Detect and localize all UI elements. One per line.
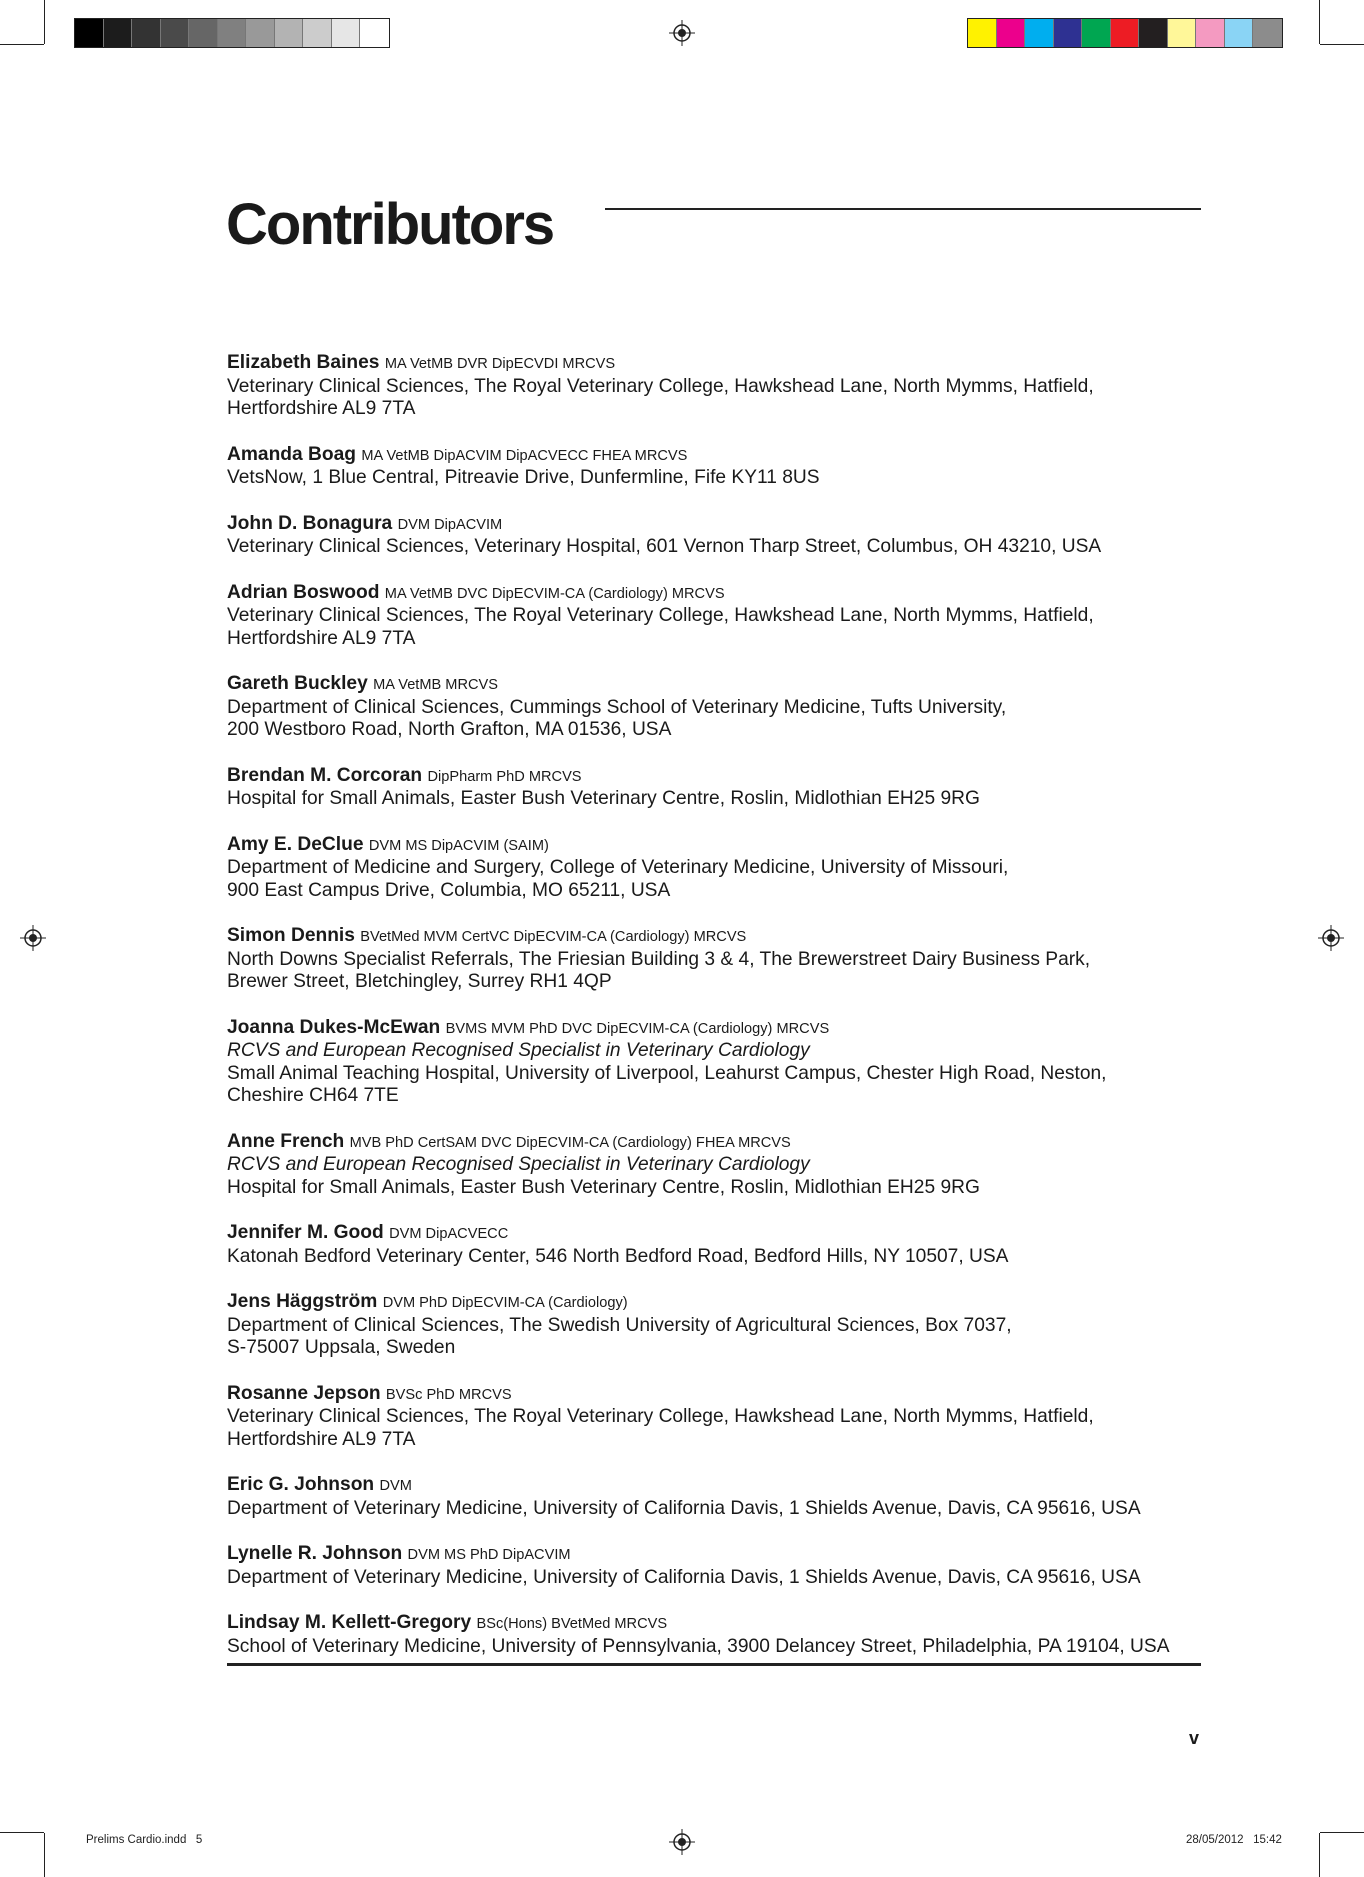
contributor-address-line: Veterinary Clinical Sciences, The Royal Veterinary College, Hawkshead Lane, North Mymms, Hatfield,	[227, 1406, 1094, 1427]
contributor-name: Simon Dennis	[227, 925, 355, 946]
contributor-heading	[227, 673, 1207, 697]
color-swatch	[1111, 19, 1140, 47]
contributor-address-line: North Downs Specialist Referrals, The Friesian Building 3 & 4, The Brewerstreet Dairy Business Park,	[227, 948, 1091, 970]
contributor-address-line: Veterinary Clinical Sciences, Veterinary Hospital, 601 Vernon Tharp Street, Columbus, OH 43210, USA	[227, 536, 1102, 557]
color-swatch	[189, 19, 218, 47]
contributor-entry	[227, 673, 1207, 742]
color-swatch	[303, 19, 332, 47]
contributor-entry	[227, 1222, 1207, 1268]
contributor-qualifications: MA VetMB DipACVIM DipACVECC FHEA MRCVS	[361, 447, 688, 464]
color-swatch	[275, 19, 304, 47]
color-swatch	[132, 19, 161, 47]
contributor-entry	[227, 444, 1207, 490]
contributor-name: Amy E. DeClue	[227, 833, 364, 855]
contributor-name: John D. Bonagura	[227, 512, 393, 534]
contributor-heading	[227, 1222, 1207, 1246]
contributor-address-line: Katonah Bedford Veterinary Center, 546 North Bedford Road, Bedford Hills, NY 10507, USA	[227, 1245, 1009, 1267]
contributor-address-line: Brewer Street, Bletchingley, Surrey RH1 4QP	[227, 971, 612, 992]
contributor-entry	[227, 1383, 1207, 1452]
registration-mark-top-icon	[669, 20, 695, 46]
contributor-address-line: Department of Clinical Sciences, The Swedish University of Agricultural Sciences, Box 7037,	[227, 1314, 1012, 1336]
contributor-name: Lynelle R. Johnson	[227, 1543, 403, 1564]
contributor-address-line: Small Animal Teaching Hospital, University of Liverpool, Leahurst Campus, Chester High Road, Neston,	[227, 1062, 1107, 1084]
color-swatch	[1139, 19, 1168, 47]
crop-mark	[1319, 0, 1320, 44]
contributor-entry	[227, 765, 1207, 811]
slug-date-time: 28/05/2012 15:42	[1186, 1834, 1282, 1846]
crop-mark	[0, 1832, 44, 1833]
contributor-address-line: Hertfordshire AL9 7TA	[227, 1428, 416, 1450]
registration-mark-left-icon	[20, 925, 46, 951]
contributor-qualifications: MA VetMB DVC DipECVIM-CA (Cardiology) MRCVS	[384, 585, 725, 602]
contributor-address-line: Veterinary Clinical Sciences, The Royal Veterinary College, Hawkshead Lane, North Mymms, Hatfield,	[227, 375, 1094, 397]
contributor-entry	[227, 582, 1207, 651]
contributor-address-line: Hospital for Small Animals, Easter Bush Veterinary Centre, Roslin, Midlothian EH25 9RG	[227, 1176, 980, 1198]
color-swatch	[1082, 19, 1111, 47]
contributor-entry	[227, 1543, 1207, 1589]
contributor-address-line: Cheshire CH64 7TE	[227, 1085, 399, 1106]
slug-file-info: Prelims Cardio.indd 5	[86, 1834, 203, 1846]
contributor-address-line: School of Veterinary Medicine, University of Pennsylvania, 3900 Delancey Street, Philadelphia, PA 19104, USA	[227, 1635, 1170, 1657]
contributor-entry	[227, 1612, 1207, 1658]
page-title: Contributors	[226, 192, 554, 257]
color-swatch	[332, 19, 361, 47]
contributor-name: Amanda Boag	[227, 443, 357, 465]
contributor-heading	[227, 925, 1207, 949]
contributor-entry	[227, 925, 1207, 994]
contributor-qualifications: DVM PhD DipECVIM-CA (Cardiology)	[382, 1295, 628, 1311]
contributor-address-line: Veterinary Clinical Sciences, The Royal Veterinary College, Hawkshead Lane, North Mymms, Hatfield,	[227, 605, 1094, 626]
grey-calibration-bar	[74, 18, 390, 48]
contributor-entry	[227, 513, 1207, 559]
contributor-address-line: Department of Clinical Sciences, Cummings School of Veterinary Medicine, Tufts University,	[227, 696, 1007, 718]
contributor-heading	[227, 1474, 1207, 1498]
contributor-heading	[227, 834, 1207, 858]
contributor-heading	[227, 765, 1207, 789]
contributor-entry	[227, 834, 1207, 903]
title-rule	[605, 208, 1201, 210]
color-swatch	[1025, 19, 1054, 47]
contributor-qualifications: BVMS MVM PhD DVC DipECVIM-CA (Cardiology) MRCVS	[445, 1020, 830, 1037]
contributor-entry	[227, 1017, 1207, 1108]
contributor-name: Brendan M. Corcoran	[227, 764, 423, 786]
registration-mark-bottom-icon	[669, 1829, 695, 1855]
contributor-qualifications: BVSc PhD MRCVS	[385, 1386, 512, 1403]
crop-mark	[44, 1833, 45, 1877]
contributor-name: Jennifer M. Good	[227, 1222, 384, 1243]
contributor-name: Joanna Dukes-McEwan	[227, 1016, 441, 1038]
contributor-address-line: Hertfordshire AL9 7TA	[227, 398, 416, 419]
contributor-name: Rosanne Jepson	[227, 1382, 381, 1404]
color-swatch	[968, 19, 997, 47]
contributor-qualifications: DipPharm PhD MRCVS	[427, 768, 582, 785]
crop-mark	[0, 44, 44, 45]
contributor-qualifications: DVM	[379, 1478, 412, 1494]
color-swatch	[360, 19, 389, 47]
contributor-name: Jens Häggström	[227, 1291, 378, 1312]
color-swatch	[104, 19, 133, 47]
contributor-address-line: 900 East Campus Drive, Columbia, MO 65211, USA	[227, 879, 671, 901]
color-swatch	[246, 19, 275, 47]
contributor-list	[227, 352, 1207, 1681]
contributor-address-line: Hospital for Small Animals, Easter Bush Veterinary Centre, Roslin, Midlothian EH25 9RG	[227, 788, 980, 809]
color-swatch	[1054, 19, 1083, 47]
contributor-qualifications: MA VetMB DVR DipECVDI MRCVS	[384, 356, 616, 372]
contributor-qualifications: DVM DipACVECC	[389, 1226, 509, 1242]
contributor-heading	[227, 1383, 1207, 1407]
contributor-heading	[227, 1017, 1207, 1041]
contributor-heading	[227, 1291, 1207, 1315]
contributor-name: Lindsay M. Kellett-Gregory	[227, 1612, 472, 1633]
contributor-address-line: Department of Veterinary Medicine, University of California Davis, 1 Shields Avenue, Davis, CA 95616, USA	[227, 1566, 1141, 1588]
contributor-heading	[227, 1612, 1207, 1636]
contributor-qualifications: BVetMed MVM CertVC DipECVIM-CA (Cardiology) MRCVS	[360, 929, 747, 945]
contributor-entry	[227, 1474, 1207, 1520]
contributor-qualifications: BSc(Hons) BVetMed MRCVS	[476, 1616, 668, 1632]
contributor-specialist-status: RCVS and European Recognised Specialist in Veterinary Cardiology	[227, 1154, 810, 1175]
contributor-qualifications: DVM MS PhD DipACVIM	[407, 1547, 571, 1563]
contributor-name: Eric G. Johnson	[227, 1474, 375, 1495]
contributor-qualifications: DVM DipACVIM	[397, 516, 503, 533]
crop-mark	[1319, 1833, 1320, 1877]
contributor-name: Elizabeth Baines	[227, 352, 380, 373]
contributor-heading	[227, 352, 1207, 376]
color-swatch	[161, 19, 190, 47]
color-swatch	[1196, 19, 1225, 47]
color-calibration-bar	[967, 18, 1283, 48]
contributor-heading	[227, 1131, 1207, 1155]
crop-mark	[1320, 44, 1364, 45]
contributor-address-line: Department of Veterinary Medicine, University of California Davis, 1 Shields Avenue, Davis, CA 95616, USA	[227, 1497, 1141, 1519]
contributor-heading	[227, 582, 1207, 606]
contributor-heading	[227, 1543, 1207, 1567]
contributor-name: Adrian Boswood	[227, 581, 380, 603]
contributor-entry	[227, 1131, 1207, 1200]
contributor-entry	[227, 352, 1207, 421]
contributor-address-line: S-75007 Uppsala, Sweden	[227, 1337, 456, 1358]
registration-mark-right-icon	[1318, 925, 1344, 951]
contributor-address-line: 200 Westboro Road, North Grafton, MA 01536, USA	[227, 719, 672, 740]
page-number: v	[1189, 1728, 1200, 1748]
contributor-address-line: Hertfordshire AL9 7TA	[227, 627, 416, 649]
color-swatch	[75, 19, 104, 47]
contributor-qualifications: DVM MS DipACVIM (SAIM)	[368, 837, 549, 854]
contributor-entry	[227, 1291, 1207, 1360]
contributor-name: Gareth Buckley	[227, 673, 368, 694]
contributor-heading	[227, 444, 1207, 468]
bottom-rule	[227, 1663, 1201, 1666]
crop-mark	[1320, 1832, 1364, 1833]
contributor-qualifications: MVB PhD CertSAM DVC DipECVIM-CA (Cardiology) FHEA MRCVS	[349, 1134, 791, 1151]
contributor-specialist-status: RCVS and European Recognised Specialist in Veterinary Cardiology	[227, 1040, 810, 1061]
contributor-qualifications: MA VetMB MRCVS	[373, 677, 499, 693]
contributor-name: Anne French	[227, 1130, 345, 1152]
color-swatch	[218, 19, 247, 47]
color-swatch	[1253, 19, 1282, 47]
contributor-address-line: Department of Medicine and Surgery, College of Veterinary Medicine, University of Missouri,	[227, 857, 1009, 878]
contributor-address-line: VetsNow, 1 Blue Central, Pitreavie Drive, Dunfermline, Fife KY11 8US	[227, 467, 820, 488]
color-swatch	[997, 19, 1026, 47]
contributor-heading	[227, 513, 1207, 537]
color-swatch	[1168, 19, 1197, 47]
color-swatch	[1225, 19, 1254, 47]
crop-mark	[44, 0, 45, 44]
